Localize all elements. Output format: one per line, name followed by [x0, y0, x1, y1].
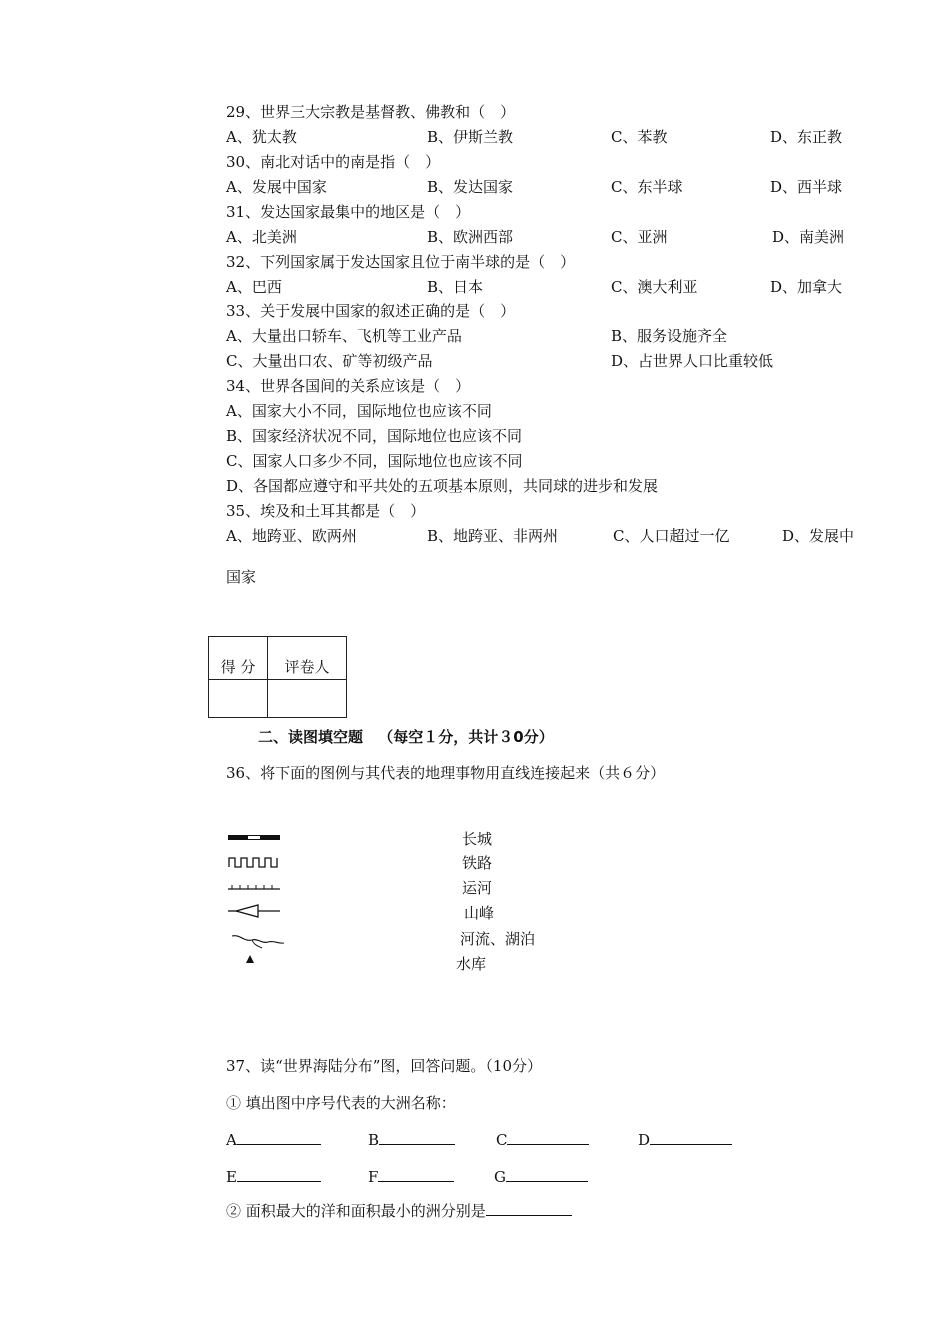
- question-33-stem: 33、关于发展中国家的叙述正确的是（ ）: [226, 302, 516, 320]
- question-37-stem: 37、读“世界海陆分布”图，回答问题。（10分）: [226, 1057, 543, 1075]
- legend-label-railway: 铁路: [462, 854, 493, 872]
- blank-a-label: A: [226, 1131, 237, 1149]
- q31-option-a: A、北美洲: [226, 228, 297, 246]
- q34-option-c: C、国家人口多少不同，国际地位也应该不同: [226, 452, 523, 470]
- legend-label-canal: 运河: [462, 879, 493, 897]
- blank-e-label: E: [226, 1168, 237, 1186]
- q30-option-b: B、发达国家: [427, 178, 514, 196]
- blank-e[interactable]: [226, 1166, 321, 1187]
- q29-option-b: B、伊斯兰教: [427, 128, 514, 146]
- blank-b[interactable]: [368, 1129, 455, 1150]
- blank-d-label: D: [638, 1131, 651, 1149]
- reservoir-symbol: [228, 903, 284, 919]
- legend-label-reservoir: 水库: [456, 955, 487, 973]
- section-2-note: （每空１分，共计３0分）: [378, 728, 554, 746]
- question-32-stem: 32、下列国家属于发达国家且位于南半球的是（ ）: [226, 253, 576, 271]
- q32-option-d: D、加拿大: [770, 278, 843, 296]
- blank-d[interactable]: [638, 1129, 732, 1150]
- section-2-title: 二、读图填空题: [258, 728, 364, 746]
- blank-f[interactable]: [368, 1166, 454, 1187]
- score-table: [208, 636, 347, 718]
- q37-sub2[interactable]: [226, 1200, 572, 1221]
- blank-b-label: B: [368, 1131, 380, 1149]
- q30-option-d: D、西半球: [770, 178, 843, 196]
- question-35-stem: 35、埃及和土耳其都是（ ）: [226, 502, 426, 520]
- blank-g-label: G: [494, 1168, 506, 1186]
- question-31-stem: 31、发达国家最集中的地区是（ ）: [226, 203, 471, 221]
- q37-sub1: ① 填出图中序号代表的大洲名称：: [226, 1094, 456, 1112]
- q33-option-c: C、大量出口农、矿等初级产品: [226, 352, 433, 370]
- q30-option-c: C、东半球: [611, 178, 683, 196]
- q32-option-b: B、日本: [427, 278, 484, 296]
- question-34-stem: 34、世界各国间的关系应该是（ ）: [226, 377, 471, 395]
- q37-sub2-text: ② 面积最大的洋和面积最小的洲分别是: [226, 1202, 486, 1220]
- q34-option-a: A、国家大小不同，国际地位也应该不同: [226, 402, 492, 420]
- q30-option-a: A、发展中国家: [226, 178, 327, 196]
- q33-option-b: B、服务设施齐全: [611, 327, 728, 345]
- q32-option-a: A、巴西: [226, 278, 282, 296]
- q35-option-d: D、发展中: [782, 527, 855, 545]
- q34-option-d: D、各国都应遵守和平共处的五项基本原则，共同球的进步和发展: [226, 477, 659, 495]
- q29-option-c: C、苯教: [611, 128, 668, 146]
- q29-option-a: A、犹太教: [226, 128, 297, 146]
- q34-option-b: B、国家经济状况不同，国际地位也应该不同: [226, 427, 523, 445]
- score-cell[interactable]: [209, 680, 268, 718]
- grader-cell[interactable]: [268, 680, 347, 718]
- question-30-stem: 30、南北对话中的南是指（ ）: [226, 153, 441, 171]
- blank-c[interactable]: [496, 1129, 589, 1150]
- mountain-peak-symbol: [228, 952, 258, 966]
- great-wall-symbol: [228, 833, 284, 843]
- legend-label-river-lake: 河流、湖泊: [460, 930, 536, 948]
- q35-option-b: B、地跨亚、非两州: [427, 527, 559, 545]
- q35-option-c: C、人口超过一亿: [613, 527, 730, 545]
- question-29-stem: 29、世界三大宗教是基督教、佛教和（ ）: [226, 103, 516, 121]
- q31-option-b: B、欧洲西部: [427, 228, 514, 246]
- blank-c-label: C: [496, 1131, 508, 1149]
- q31-option-d: D、南美洲: [772, 228, 845, 246]
- blank-g[interactable]: [494, 1166, 588, 1187]
- q35-option-d-wrap: 国家: [226, 568, 257, 586]
- railway-symbol: [228, 855, 284, 869]
- q35-option-a: A、地跨亚、欧两州: [226, 527, 357, 545]
- question-36-stem: 36、将下面的图例与其代表的地理事物用直线连接起来（共６分）: [226, 764, 666, 782]
- q31-option-c: C、亚洲: [611, 228, 668, 246]
- river-symbol: [228, 932, 288, 952]
- q32-option-c: C、澳大利亚: [611, 278, 698, 296]
- grader-label: 评卷人: [268, 637, 347, 680]
- q29-option-d: D、东正教: [770, 128, 843, 146]
- canal-symbol: [228, 882, 284, 892]
- q33-option-a: A、大量出口轿车、飞机等工业产品: [226, 327, 462, 345]
- blank-f-label: F: [368, 1168, 379, 1186]
- section-2-heading: [258, 727, 554, 747]
- q33-option-d: D、占世界人口比重较低: [611, 352, 774, 370]
- legend-label-peak: 山峰: [464, 904, 495, 922]
- score-label: 得 分: [209, 637, 268, 680]
- legend-label-great-wall: 长城: [462, 830, 493, 848]
- blank-a[interactable]: [226, 1129, 321, 1150]
